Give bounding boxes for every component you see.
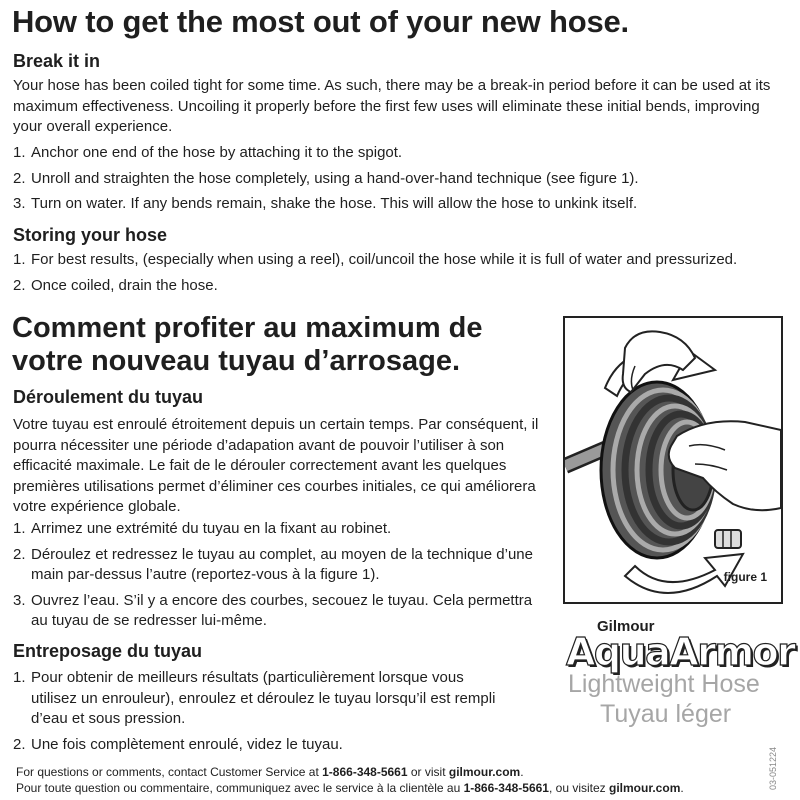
brand-product-logo: AquaArmor: [566, 630, 795, 674]
entreposage-steps: [13, 668, 503, 755]
phone-link[interactable]: 1-866-348-5661: [463, 781, 549, 795]
storing-steps: [13, 250, 793, 296]
french-title: Comment profiter au maximum de votre nouveau tuyau d’arrosage.: [12, 312, 483, 377]
break-in-steps: [13, 143, 788, 215]
break-in-paragraph: Your hose has been coiled tight for some time. As such, there may be a break-in period before it can be used at its maximum effectiveness. Uncoiling it properly before the first few uses will eliminate these initial bends, improving your overall experience.: [13, 77, 771, 135]
list-item: 1. Anchor one end of the hose by attaching it to the spigot.: [13, 144, 403, 161]
list-item: 2. Déroulez et redressez le tuyau au complet, au moyen de la technique d’une main par-dessus l’autre (reportez-vous à la figure 1).: [13, 545, 533, 583]
deroulement-paragraph: Votre tuyau est enroulé étroitement depuis un certain temps. Par conséquent, il pourra nécessiter une période d’adapation avant de pouvoir l’utiliser à son efficacité maximale. Le fait de le dérouler correctement avant les quelques premières utilisations permet d’éliminer ces courbes initiales, ce qui améliorera votre expérience globale.: [13, 416, 539, 515]
footer-english: For questions or comments, contact Customer Service at 1-866-348-5661 or visit gilmour.com.: [16, 765, 524, 779]
break-in-heading: Break it in: [13, 51, 101, 71]
figure-1: [563, 316, 783, 604]
list-item: 2. Une fois complètement enroulé, videz le tuyau.: [13, 735, 343, 753]
list-item: 1. Pour obtenir de meilleurs résultats (particulièrement lorsque vous utilisez un enrouleur), enroulez et déroulez le tuyau lorsqu’il est rempli d’eau et sous pression.: [13, 669, 496, 727]
subtitle-english: Lightweight Hose: [568, 670, 760, 698]
brand-maker: Gilmour: [597, 618, 655, 635]
hose-coil-illustration: [565, 318, 781, 602]
deroulement-heading: Déroulement du tuyau: [13, 387, 204, 407]
english-title: How to get the most out of your new hose.: [12, 4, 629, 39]
list-item: 2. Once coiled, drain the hose.: [13, 276, 218, 294]
list-item: 2. Unroll and straighten the hose completely, using a hand-over-hand technique (see figure 1).: [13, 169, 639, 187]
list-item: 3. Ouvrez l’eau. S’il y a encore des courbes, secouez le tuyau. Cela permettra au tuyau de se redresser lui-même.: [13, 591, 533, 629]
list-item: 3. Turn on water. If any bends remain, shake the hose. This will allow the hose to unkink itself.: [13, 195, 638, 212]
website-link[interactable]: gilmour.com: [448, 765, 521, 779]
product-code: 03-051224: [768, 746, 778, 790]
footer-french: Pour toute question ou commentaire, communiquez avec le service à la clientèle au 1-866-348-5661, ou visitez gilmour.com.: [16, 781, 684, 795]
list-item: 1. For best results, (especially when using a reel), coil/uncoil the hose while it is full of water and pressurized.: [13, 251, 738, 268]
storing-heading: Storing your hose: [13, 225, 168, 245]
list-item: 1. Arrimez une extrémité du tuyau en la fixant au robinet.: [13, 520, 392, 537]
entreposage-heading: Entreposage du tuyau: [13, 641, 203, 661]
deroulement-steps: [13, 519, 548, 632]
phone-link[interactable]: 1-866-348-5661: [322, 765, 408, 779]
figure-caption: figure 1: [723, 570, 767, 584]
footer: [16, 764, 684, 796]
subtitle-french: Tuyau léger: [600, 700, 732, 728]
website-link[interactable]: gilmour.com: [609, 781, 681, 795]
